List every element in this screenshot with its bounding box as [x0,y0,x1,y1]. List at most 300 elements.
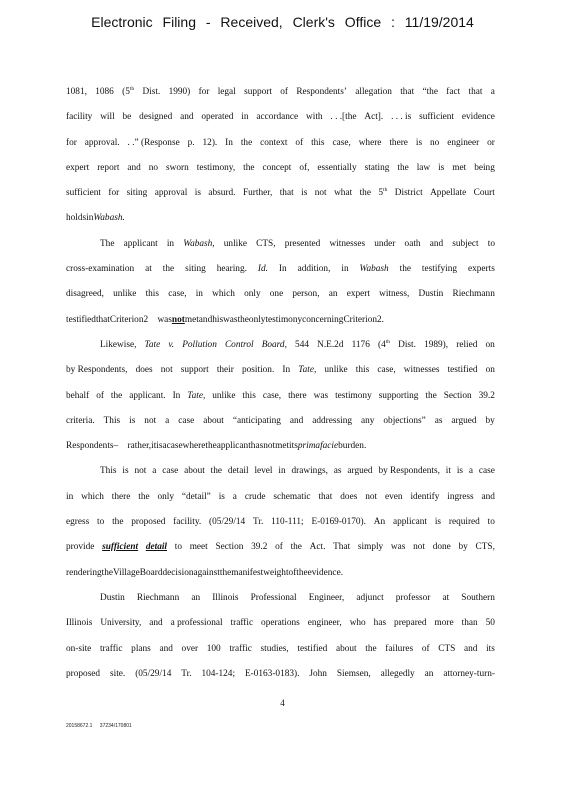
word: Riechmann [136,592,180,603]
word: its [486,643,495,654]
word: the [110,390,123,401]
word: approval. [84,137,120,148]
word: law [416,162,431,173]
word: attorney-turn- [443,668,495,679]
word: addressing [312,415,353,426]
word: 39.2 [251,542,268,553]
word: – rather, [113,441,152,452]
word: Section [215,542,244,553]
word: and [429,238,444,249]
word: and [127,162,141,173]
text-line [66,415,495,440]
word: CTS, [475,542,495,553]
word: is [122,466,129,477]
word: Wabash [359,264,389,275]
word: ingress [447,491,474,502]
word: v. [168,339,175,350]
word: This [103,415,121,426]
word: case [162,466,179,477]
word: facie [320,441,339,452]
word: position. [241,365,275,376]
word: is [456,466,464,477]
word: under [374,238,396,249]
word: this [355,365,370,376]
word: support [180,365,209,376]
word: on-site [66,643,92,654]
word: the [219,567,232,578]
word: Dist. [398,339,416,350]
text-line [66,238,495,263]
word: facility [66,112,93,123]
word: Southern [461,592,495,603]
word: plans [131,643,151,654]
word: testified [447,365,478,376]
word: the [101,567,113,578]
word: not [413,542,425,553]
word: in [195,289,203,300]
word: concerning [302,314,344,325]
text-line [66,263,495,288]
word: sufficient [66,188,101,199]
text-line [66,567,495,592]
word: case, [168,289,187,300]
word: Criterion [109,314,144,325]
word: context [260,137,288,148]
word: University, [100,618,142,629]
word: meet [189,542,208,553]
word: proposed [66,668,101,679]
word: 1989), [424,339,449,350]
word: detail [145,542,168,553]
word: crude [244,491,266,502]
word: 5th [378,187,388,199]
word: a professional [170,618,223,629]
word: fact [446,87,461,97]
word: . . .[the [330,112,357,123]
word: approval [154,188,188,199]
word: Wabash. [93,213,125,224]
word: traffic [230,618,254,629]
text-line [66,390,495,415]
word: (05/29/14 [135,668,172,679]
word: (4th [377,338,390,350]
word: a [468,466,474,477]
document-footer-id: 20158672.1 37234/170801 [66,723,132,729]
word: operations [261,618,300,629]
word: Act]. [364,112,384,123]
page-number: 4 [280,698,285,708]
word: applicant [392,517,428,528]
word: Tate, [298,365,317,376]
word: against [193,567,220,578]
word: and [289,415,304,426]
text-line [66,339,495,364]
superscript: th [129,85,135,92]
word: no [429,137,440,148]
word: the [296,567,308,578]
word: is [156,441,163,452]
word: case [166,441,183,452]
word: was [313,390,329,401]
word: on [485,365,495,376]
word: case [178,415,195,426]
word: Act. [309,542,326,553]
word: no [148,162,159,173]
word: In [278,264,287,275]
word: Section [443,390,472,401]
word: only [248,314,266,325]
word: Further, [242,188,273,199]
word: at [145,264,152,275]
word: professor [395,592,431,603]
word: at [442,592,450,603]
word: stating [364,162,390,173]
word: testimony, [196,162,236,173]
word: by Respondents, [378,466,440,477]
word: that [95,314,110,325]
word: behalf [66,390,90,401]
word: criteria. [66,415,95,426]
word: In [172,390,181,401]
word: E-0169-0170). [311,517,366,528]
word: a [232,491,237,502]
word: That [333,542,351,553]
word: legal [217,87,236,97]
word: Tr. [253,517,264,528]
word: about [203,415,224,426]
word: the [399,264,411,275]
word: for [66,137,77,148]
word: essentially [317,162,357,173]
word: hearing. [216,264,247,275]
word: CTS [438,643,456,654]
word: siting [126,188,148,199]
word: argued [451,415,477,426]
word: Control [224,339,254,350]
word: 12). [202,137,218,148]
text-line [66,516,495,541]
superscript: th [383,187,388,194]
word: case, [377,365,396,376]
word: site. [110,668,126,679]
word: the [359,188,371,199]
word: not [263,441,276,452]
word: is [434,517,442,528]
word: accordance [256,112,299,123]
word: simply [357,542,384,553]
text-line [66,288,495,313]
word: the [138,491,150,502]
word: failures [385,643,414,654]
word: unlike [324,365,348,376]
word: by [458,542,468,553]
word: 1176 [351,339,370,350]
word: cross-examination [66,264,135,275]
word: will [100,112,115,123]
word: “detail” [181,491,211,502]
word: the [290,542,302,553]
word: not [160,365,173,376]
word: in [166,238,175,249]
word: N.E.2d [317,339,344,350]
word: which [81,491,104,502]
word: witnesses [329,238,366,249]
word: as [434,415,443,426]
word: has [250,441,264,452]
word: the [425,390,437,401]
word: studies, [260,643,289,654]
word: schematic [273,491,311,502]
word: its [289,441,298,452]
word: and [198,314,213,325]
word: Court [473,188,495,199]
word: done [432,542,451,553]
word: Tr. [181,668,192,679]
word: decision [162,567,194,578]
word: Respondents [66,441,114,452]
word: Dist. [142,87,161,97]
word: operated [201,112,234,123]
text-line [66,86,495,111]
word: any [360,415,375,426]
word: a [490,87,495,97]
word: the [237,314,249,325]
word: Respondents’ [296,87,347,97]
word: unlike [212,390,236,401]
word: the [112,517,124,528]
word: Professional [250,592,297,603]
text-line [66,364,495,389]
word: and [149,618,163,629]
word: was [223,314,238,325]
word: what [334,188,353,199]
word: presented [284,238,321,249]
text-line [66,465,495,490]
word: than [461,618,478,629]
superscript: th [385,338,390,345]
word: the [397,162,409,173]
word: the [243,162,255,173]
word: is [438,162,445,173]
word: by [485,415,495,426]
word: testified [297,643,328,654]
word: Board, [261,339,287,350]
word: does [135,365,153,376]
word: . . . is [391,112,412,123]
word: on [485,339,495,350]
word: prepared [394,618,427,629]
word: 100 [206,643,221,654]
text-line [66,491,495,516]
word: case, [332,137,351,148]
word: be [122,112,132,123]
word: met [275,441,290,452]
word: sufficient [102,542,139,553]
word: not [171,314,185,325]
word: testifying [421,264,458,275]
word: and [463,643,478,654]
word: Appellate [430,188,467,199]
word: case [478,466,495,477]
word: to [97,517,105,528]
word: Siemsen, [336,668,371,679]
word: more [434,618,454,629]
word: with [306,112,323,123]
word: even [385,491,403,502]
word: sworn [166,162,189,173]
word: 2 was [143,314,172,325]
text-line [66,592,495,617]
word: only [244,289,261,300]
word: allegation [355,87,392,97]
word: Illinois [212,592,239,603]
word: of [295,137,304,148]
word: there [111,491,131,502]
word: that [318,491,333,502]
word: and [481,491,495,502]
word: provide [66,542,95,553]
word: siting [185,264,206,275]
word: 1081, [66,87,87,97]
word: manifest [231,567,264,578]
word: one [269,289,284,300]
word: witnesses [403,365,440,376]
word: holds [66,213,87,224]
word: 544 [295,339,309,350]
word: by Respondents, [66,365,128,376]
word: applicant [123,238,158,249]
word: prima [297,441,321,452]
word: a [165,415,170,426]
text-line [66,643,495,668]
word: testimony [265,314,303,325]
word: Wabash, [183,238,215,249]
word: where [182,441,206,452]
word: 2. [377,314,384,325]
word: 1086 [95,87,114,97]
word: in [278,466,286,477]
word: unlike [113,289,137,300]
word: is [301,188,308,199]
word: adjunct [356,592,384,603]
word: traffic [229,643,252,654]
document-body [66,86,495,693]
word: the [162,264,175,275]
word: 39.2 [478,390,495,401]
word: argued [347,466,373,477]
word: not [365,491,378,502]
word: identify [410,491,440,502]
word: “the [422,87,438,97]
word: egress [66,517,90,528]
word: experts [468,264,495,275]
word: In [282,365,291,376]
text-line [66,617,495,642]
word: is [194,188,201,199]
word: subject [452,238,479,249]
word: of [421,643,430,654]
word: 104-124; [201,668,236,679]
word: weight [263,567,289,578]
word: it [445,466,451,477]
word: sufficient [419,112,455,123]
word: detail [227,466,249,477]
word: for [108,188,120,199]
word: and [159,643,173,654]
word: concept [262,162,292,173]
word: traffic [99,643,123,654]
text-line [66,111,495,136]
text-line [66,440,495,465]
word: which [212,289,235,300]
word: required [448,517,480,528]
text-line [66,162,495,187]
word: met [452,162,467,173]
word: Id. [257,264,268,275]
word: drawings, [291,466,328,477]
word: proposed [131,517,166,528]
word: report [97,162,120,173]
word: a [152,466,157,477]
word: In [225,137,233,148]
word: Illinois [66,618,93,629]
word: Tate [144,339,161,350]
word: of [96,390,104,401]
word: Dustin [100,592,125,603]
word: in [66,491,74,502]
word: p. [187,137,195,148]
word: An [373,517,386,528]
word: Tate, [187,390,206,401]
word: This [100,466,117,477]
text-line [66,212,495,237]
word: in [86,213,94,224]
word: this [242,390,256,401]
word: Dustin [418,289,444,300]
word: oath [404,238,421,249]
word: this [145,289,160,300]
word: there [288,390,307,401]
word: (05/29/14 [209,517,246,528]
word: the [240,137,253,148]
word: of [275,542,283,553]
word: it [151,441,157,452]
word: engineer [447,137,480,148]
word: The [100,238,115,249]
word: Board [139,567,163,578]
word: the [205,441,217,452]
word: not [314,188,327,199]
word: objections” [383,415,426,426]
word: testimony [335,390,372,401]
word: John [309,668,327,679]
word: as [333,466,342,477]
word: burden. [338,441,367,452]
word: supporting [378,390,419,401]
word: of [280,87,289,97]
word: E-0163-0183). [244,668,300,679]
word: an [191,592,201,603]
word: District [394,188,423,199]
word: the [210,466,223,477]
word: level [254,466,273,477]
word: CTS, [256,238,276,249]
word: who [349,618,366,629]
word: rendering [66,567,102,578]
word: to [174,542,182,553]
word: is [129,415,136,426]
word: of [288,567,297,578]
